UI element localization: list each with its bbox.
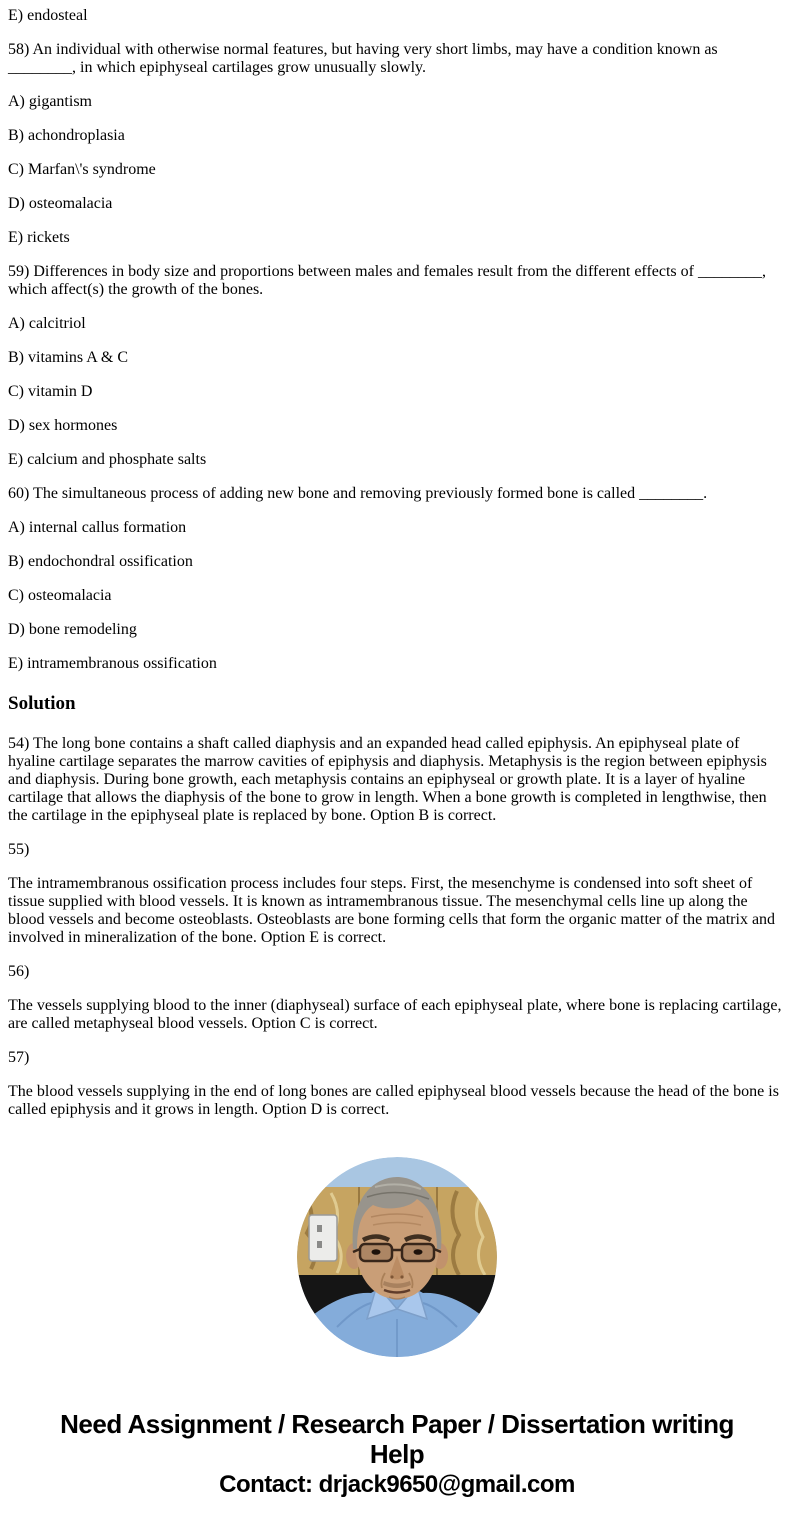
question-60-option-c: C) osteomalacia <box>8 587 112 604</box>
question-59-option-a: A) calcitriol <box>8 315 86 332</box>
question-60-option-d: D) bone remodeling <box>8 621 137 638</box>
question-58-option-d: D) osteomalacia <box>8 195 113 212</box>
footer-heading: Need Assignment / Research Paper / Dissertation writing Help <box>60 1409 734 1469</box>
question-58-option-a: A) gigantism <box>8 93 92 110</box>
question-58-option-c: C) Marfan\'s syndrome <box>8 161 156 178</box>
question-60-text: 60) The simultaneous process of adding new bone and removing previously formed bone is called ________. <box>8 485 708 502</box>
document-page <box>0 7 794 1526</box>
question-60-option-e: E) intramembranous ossification <box>8 655 217 672</box>
footer-contact-email: Contact: drjack9650@gmail.com <box>219 1471 575 1498</box>
question-60-option-a: A) internal callus formation <box>8 519 187 536</box>
solution-54-text: 54) The long bone contains a shaft called diaphysis and an expanded head called epiphysis. An epiphyseal plate of hyaline cartilage separates the marrow cavities of epiphysis and diaphysis. Metaphysis is the region between epiphysis and diaphysis. During bone growth, each metaphysis contains an epiphyseal or growth plate. It is a layer of hyaline cartilage that allows the diaphysis of the bone to grow in length. When a bone growth is completed in lengthwise, then the cartilage in the epiphyseal plate is replaced by bone. Option B is correct. <box>8 735 767 824</box>
profile-photo <box>297 1157 497 1357</box>
question-59-option-c: C) vitamin D <box>8 383 93 400</box>
solution-57-label: 57) <box>8 1049 30 1066</box>
question-58-option-b: B) achondroplasia <box>8 127 125 144</box>
stray-option-endosteal: E) endosteal <box>8 7 88 24</box>
question-59-option-e: E) calcium and phosphate salts <box>8 451 207 468</box>
question-59-option-b: B) vitamins A & C <box>8 349 129 366</box>
question-60-option-b: B) endochondral ossification <box>8 553 193 570</box>
solution-56-label: 56) <box>8 963 30 980</box>
question-58-option-e: E) rickets <box>8 229 70 246</box>
solution-55-text: The intramembranous ossification process includes four steps. First, the mesenchyme is condensed into soft sheet of tissue supplied with blood vessels. It is known as intramembranous tissue. The mesenchymal cells line up along the blood vessels and become osteoblasts. Osteoblasts are bone forming cells that form the organic matter of the matrix and involved in mineralization of the bone. Option E is correct. <box>8 875 776 946</box>
question-58-text: 58) An individual with otherwise normal features, but having very short limbs, may have a condition known as ________, in which epiphyseal cartilages grow unusually slowly. <box>8 41 718 76</box>
solution-heading: Solution <box>8 693 76 714</box>
footer-banner <box>8 1409 786 1500</box>
solution-57-text: The blood vessels supplying in the end of long bones are called epiphyseal blood vessels because the head of the bone is called epiphysis and it grows in length. Option D is correct. <box>8 1083 779 1118</box>
question-59-option-d: D) sex hormones <box>8 417 118 434</box>
solution-56-text: The vessels supplying blood to the inner (diaphyseal) surface of each epiphyseal plate, where bone is replacing cartilage, are called metaphyseal blood vessels. Option C is correct. <box>8 997 782 1032</box>
profile-photo-container <box>8 1157 786 1357</box>
question-59-text: 59) Differences in body size and proportions between males and females result from the different effects of ________, which affect(s) the growth of the bones. <box>8 263 766 298</box>
solution-55-label: 55) <box>8 841 30 858</box>
photo-switch-plate <box>309 1215 337 1261</box>
